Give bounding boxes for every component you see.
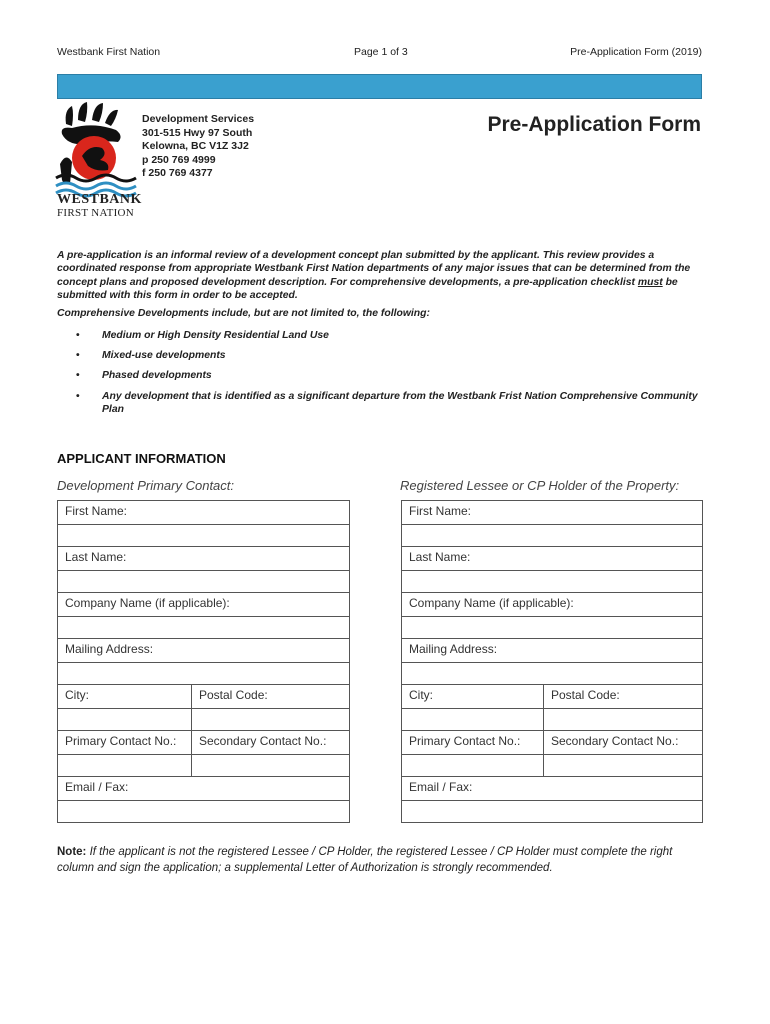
primary-contact-field[interactable] (58, 755, 192, 777)
mailing-address-label: Mailing Address: (58, 639, 350, 663)
last-name-field[interactable] (402, 571, 703, 593)
address-city: Kelowna, BC V1Z 3J2 (142, 140, 249, 153)
secondary-contact-label: Secondary Contact No.: (192, 731, 350, 755)
lessee-heading: Registered Lessee or CP Holder of the Property: (400, 478, 680, 493)
header-organization: Westbank First Nation (57, 46, 161, 58)
section-title: APPLICANT INFORMATION (57, 451, 226, 466)
postal-code-field[interactable] (192, 709, 350, 731)
last-name-label: Last Name: (402, 547, 703, 571)
page-number: Page 1 of 3 (354, 46, 408, 58)
bullet-icon: • (76, 370, 80, 382)
bullet-icon: • (76, 390, 80, 402)
email-fax-label: Email / Fax: (402, 777, 703, 801)
note-text: If the applicant is not the registered Lessee / CP Holder, the registered Lessee / CP Holder must complete the right column and sign the application; a supplemental Letter of Authorization is strongly recommended. (57, 846, 673, 874)
company-name-label: Company Name (if applicable): (58, 593, 350, 617)
postal-code-field[interactable] (544, 709, 703, 731)
first-name-label: First Name: (58, 501, 350, 525)
mailing-address-field[interactable] (402, 663, 703, 685)
note-label: Note: (57, 846, 87, 858)
first-name-field[interactable] (58, 525, 350, 547)
header-form-title: Pre-Application Form (2019) (570, 46, 702, 58)
bullet-icon: • (76, 350, 80, 362)
primary-contact-form (57, 500, 350, 823)
page-title: Pre-Application Form (487, 113, 701, 136)
mailing-address-field[interactable] (58, 663, 350, 685)
primary-contact-label: Primary Contact No.: (58, 731, 192, 755)
list-item: • Any development that is identified as a significant departure from the Westbank Frist Nation Comprehensive Community Plan (76, 390, 698, 416)
comprehensive-intro: Comprehensive Developments include, but are not limited to, the following: (57, 308, 430, 319)
email-fax-label: Email / Fax: (58, 777, 350, 801)
mailing-address-label: Mailing Address: (402, 639, 703, 663)
lessee-form (401, 500, 703, 823)
secondary-contact-field[interactable] (192, 755, 350, 777)
address-phone: p 250 769 4999 (142, 153, 216, 166)
city-field[interactable] (402, 709, 544, 731)
first-name-field[interactable] (402, 525, 703, 547)
secondary-contact-field[interactable] (544, 755, 703, 777)
city-field[interactable] (58, 709, 192, 731)
city-label: City: (58, 685, 192, 709)
logo-wordmark-line2: FIRST NATION (57, 207, 135, 219)
list-item: • Phased developments (76, 370, 212, 382)
company-name-field[interactable] (402, 617, 703, 639)
logo-wordmark-line1: WESTBANK (57, 192, 142, 207)
address-department: Development Services (142, 113, 255, 125)
contact-address-block (142, 113, 254, 181)
email-fax-field[interactable] (402, 801, 703, 823)
intro-paragraph (57, 249, 707, 303)
header-banner-bar (57, 74, 702, 99)
list-item: • Mixed-use developments (76, 350, 226, 362)
intro-text-end: be submitted with this form in order to be accepted. (57, 276, 678, 302)
primary-contact-label: Primary Contact No.: (402, 731, 544, 755)
intro-emphasis: must (637, 276, 663, 288)
company-name-label: Company Name (if applicable): (402, 593, 703, 617)
bullet-icon: • (76, 330, 80, 341)
note-paragraph (57, 845, 707, 876)
primary-contact-field[interactable] (402, 755, 544, 777)
last-name-field[interactable] (58, 571, 350, 593)
intro-text: A pre-application is an informal review of a development concept plan submitted by the applicant. This review provides a coordinated response from appropriate Westbank First Nation departments of any major issues that can be determined from the concept plans and proposed development description. For comprehensive developments, a pre-application checklist (57, 250, 691, 288)
comprehensive-list (76, 329, 706, 423)
address-fax: f 250 769 4377 (142, 167, 213, 180)
address-street: 301-515 Hwy 97 South (142, 126, 253, 139)
company-name-field[interactable] (58, 617, 350, 639)
postal-code-label: Postal Code: (192, 685, 350, 709)
postal-code-label: Postal Code: (544, 685, 703, 709)
primary-contact-heading: Development Primary Contact: (57, 478, 235, 493)
list-item: • Medium or High Density Residential Land Use (76, 330, 329, 341)
city-label: City: (402, 685, 544, 709)
first-name-label: First Name: (402, 501, 703, 525)
secondary-contact-label: Secondary Contact No.: (544, 731, 703, 755)
email-fax-field[interactable] (58, 801, 350, 823)
last-name-label: Last Name: (58, 547, 350, 571)
